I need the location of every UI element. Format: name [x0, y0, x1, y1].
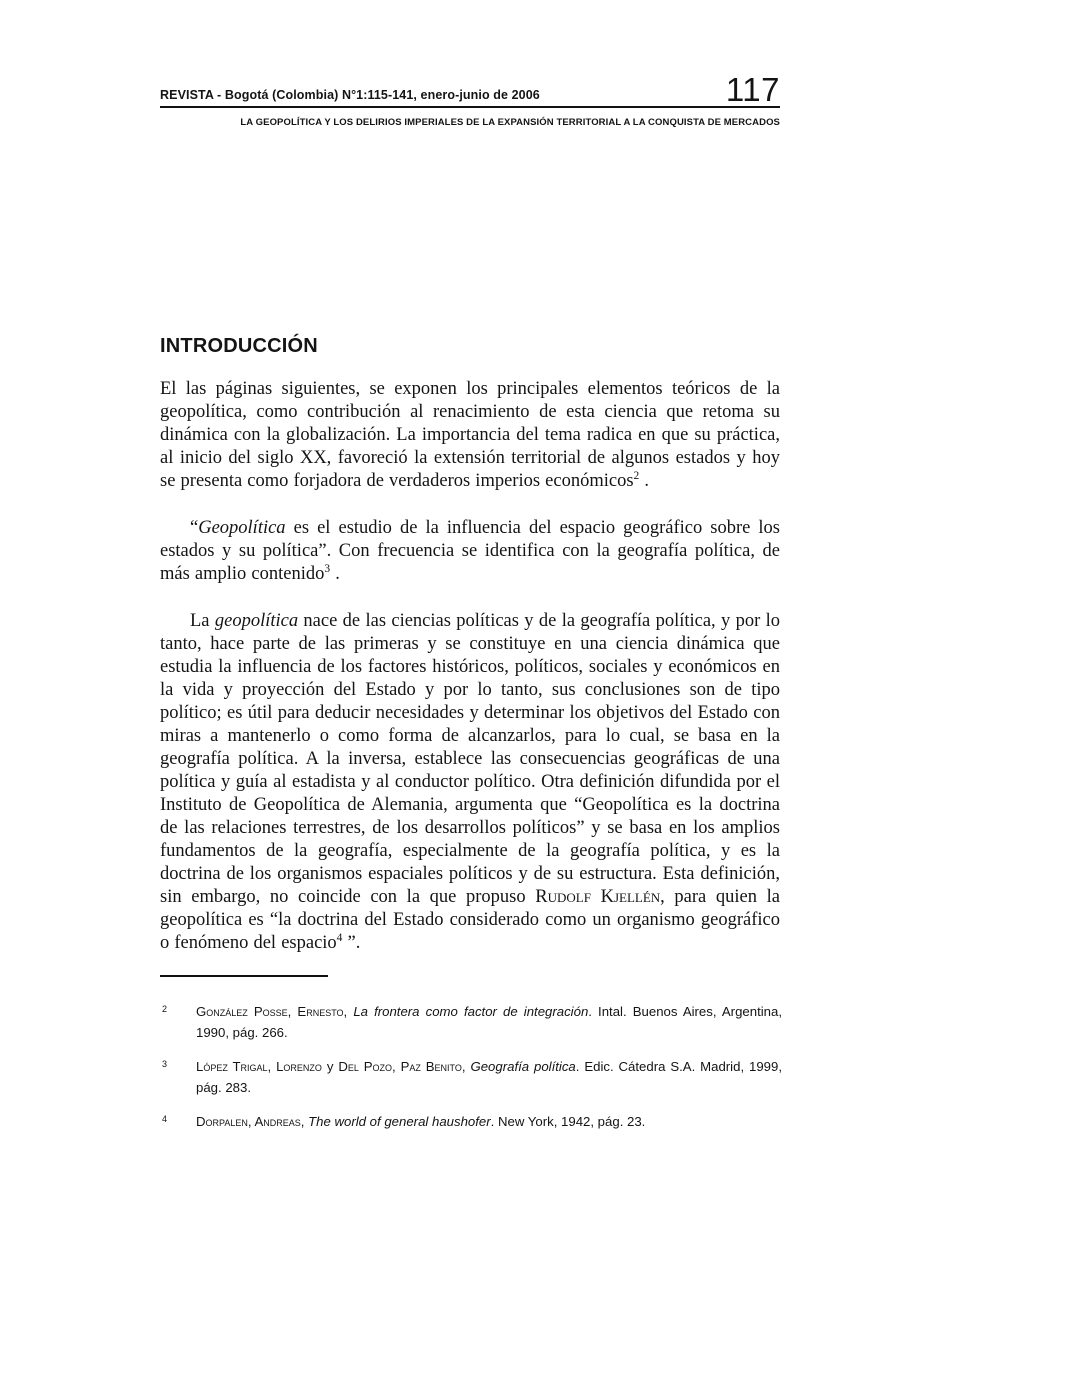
journal-citation: REVISTA - Bogotá (Colombia) N°1:115-141, enero-junio de 2006 — [160, 88, 540, 103]
footnote-text: Dorpalen, Andreas, The world of general haushofer. New York, 1942, pág. 23. — [196, 1114, 646, 1129]
running-title: LA GEOPOLÍTICA Y LOS DELIRIOS IMPERIALES DE LA EXPANSIÓN TERRITORIAL A LA CONQUISTA DE MERCADOS — [240, 117, 780, 128]
footnote-marker: 4 — [162, 1114, 168, 1124]
footnote-text: López Trigal, Lorenzo y Del Pozo, Paz Benito, Geografía política. Edic. Cátedra S.A. Madrid, 1999, pág. 283. — [196, 1059, 782, 1095]
footnote — [160, 1001, 782, 1043]
footnote-marker: 2 — [162, 1004, 168, 1014]
footnotes — [160, 1001, 782, 1145]
footnote-marker: 3 — [162, 1059, 168, 1069]
paragraph: La geopolítica nace de las ciencias políticas y de la geografía política, y por lo tanto, hace parte de las primeras y se constituye en una ciencia dinámica que estudia la influencia de los factores históricos, políticos, sociales y económicos en la vida y proyección del Estado y por lo tanto, sus conclusiones son de tipo político; es útil para deducir necesidades y determinar los objetivos del Estado con miras a mantenerlo o como forma de alcanzarlos, para lo cual, se basa en la geografía política. A la inversa, establece las consecuencias geográficas de una política y guía al estadista y al conductor político. Otra definición difundida por el Instituto de Geopolítica de Alemania, argumenta que “Geopolítica es la doctrina de las relaciones terrestres, de los desarrollos políticos” y se basa en los amplios fundamentos de la geografía, especialmente de la geografía política, y es la doctrina de los organismos espaciales políticos y de su estructura. Esta definición, sin embargo, no coincide con la que propuso Rudolf Kjellén, para quien la geopolítica es “la doctrina del Estado considerado como un organismo geográfico o fenómeno del espacio$^4$ ”. — [160, 611, 780, 953]
paragraph: El las páginas siguientes, se exponen los principales elementos teóricos de la geopolítica, como contribución al renacimiento de esta ciencia que retoma su dinámica con la globalización. La importancia del tema radica en que su práctica, al inicio del siglo XX, favoreció la extensión territorial de algunos estados y hoy se presenta como forjadora de verdaderos imperios económicos$^2$ . — [160, 379, 780, 491]
page-header — [160, 71, 780, 108]
article-body — [160, 336, 780, 979]
paragraph: “Geopolítica es el estudio de la influencia del espacio geográfico sobre los estados y su política”. Con frecuencia se identifica con la geografía política, de más amplio contenido$^3$ . — [160, 518, 780, 584]
footnote — [160, 1111, 782, 1132]
footnote-divider — [160, 975, 328, 977]
footnote — [160, 1056, 782, 1098]
footnote-text: González Posse, Ernesto, La frontera como factor de integración. Intal. Buenos Aires, Argentina, 1990, pág. 266. — [196, 1004, 783, 1040]
page-number: 117 — [725, 71, 780, 108]
section-heading: INTRODUCCIÓN — [160, 335, 318, 357]
